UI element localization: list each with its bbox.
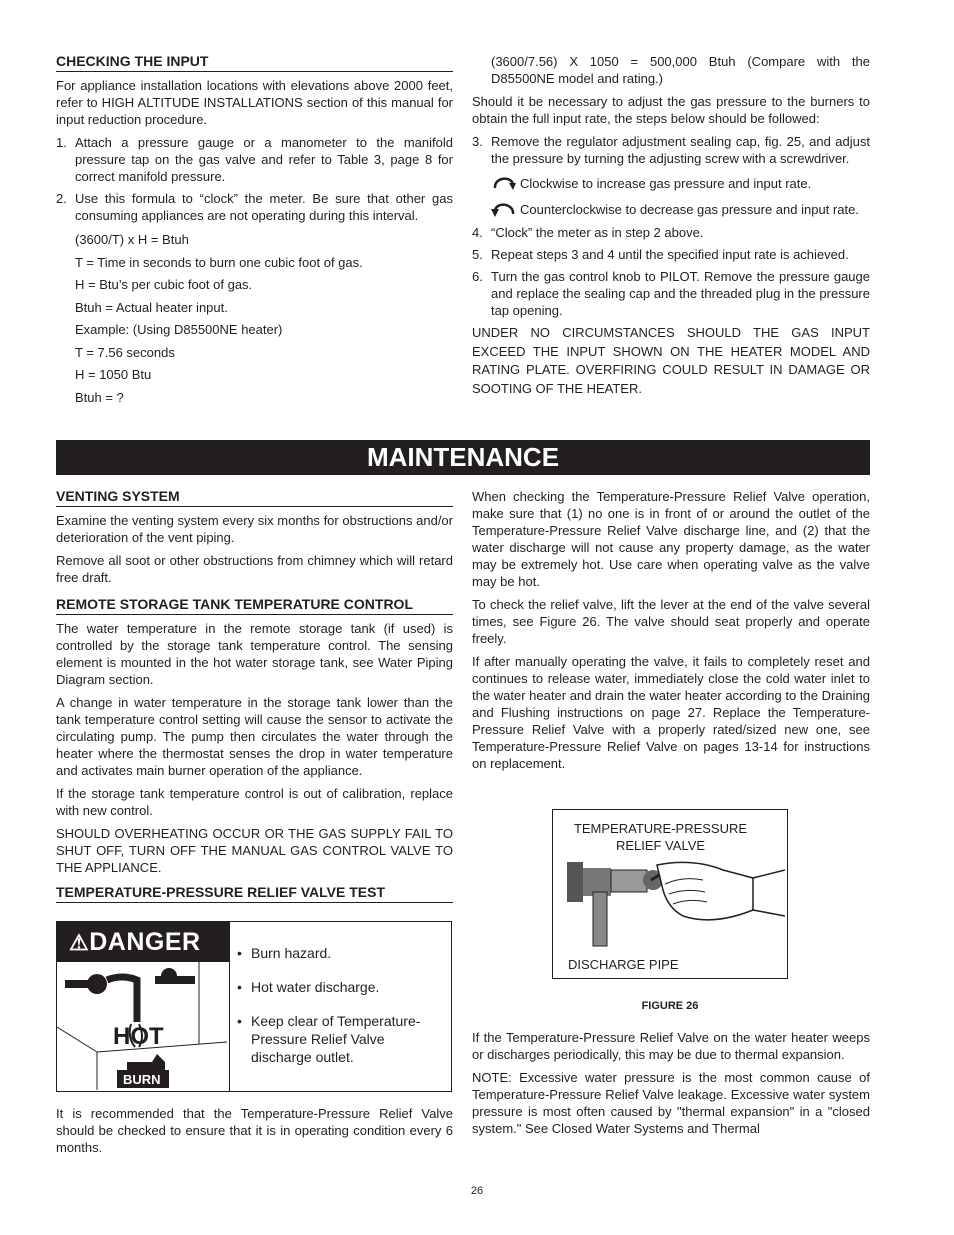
checking-input-intro: For appliance installation locations with elevations above 2000 feet, refer to HIGH ALTITUDE INSTALLATIONS section of this manual for input reduction procedure. <box>56 78 453 127</box>
checking-input-right <box>472 53 870 404</box>
checking-input-title: CHECKING THE INPUT <box>56 53 453 72</box>
danger-header: ⚠DANGER <box>57 922 229 962</box>
remote-title: REMOTE STORAGE TANK TEMPERATURE CONTROL <box>56 596 453 615</box>
figure-label-valve: TEMPERATURE-PRESSURE RELIEF VALVE <box>573 821 748 853</box>
remote-p1: The water temperature in the remote storage tank (if used) is controlled by the storage tank temperature control. The sensing element is mounted in the hot water storage tank, see Water Piping Diagram section. <box>56 621 453 687</box>
maintenance-banner: MAINTENANCE <box>56 440 870 475</box>
clockwise-arrow-icon <box>490 172 518 194</box>
burn-text: BURN <box>123 1072 161 1087</box>
example-label: Example: (Using D85500NE heater) <box>75 322 283 337</box>
step-6: 6. Turn the gas control knob to PILOT. Remove the pressure gauge and replace the sealing cap and the threaded plug in the pressure tap opening. <box>472 269 870 318</box>
right-p5: NOTE: Excessive water pressure is the most common cause of Temperature-Pressure Relief Valve leakage. Excessive water system pressure is most often caused by "thermal expansion" in a "closed system." See Closed Water Systems and Thermal <box>472 1070 870 1136</box>
adjust-intro: Should it be necessary to adjust the gas pressure to the burners to obtain the full input rate, the steps below should be followed: <box>472 94 870 126</box>
right-p1: When checking the Temperature-Pressure Relief Valve operation, make sure that (1) no one is in front of or around the outlet of the Temperature-Pressure Relief Valve discharge line, and (2) that the water discharge will not cause any property damage, as the water may be extremely hot. Use care when operating valve as the valve may be hot. <box>472 489 870 589</box>
relief-valve-illustration <box>553 840 785 960</box>
step-1: 1. Attach a pressure gauge or a manometer to the manifold pressure tap on the gas valve and refer to Table 3, page 8 for correct manifold pressure. <box>56 135 453 184</box>
h-definition: H = Btu’s per cubic foot of gas. <box>75 277 253 292</box>
step-5: 5. Repeat steps 3 and 4 until the specified input rate is achieved. <box>472 247 849 262</box>
maintenance-right <box>472 488 870 778</box>
clockwise-row: Clockwise to increase gas pressure and input rate. <box>490 172 870 194</box>
figure-26 <box>552 809 788 979</box>
danger-bullet-2: • Hot water discharge. <box>237 978 441 996</box>
tp-test-after: It is recommended that the Temperature-Pressure Relief Valve should be checked to ensure that it is in operating condition every 6 months. <box>56 1106 453 1155</box>
right-p2: To check the relief valve, lift the lever at the end of the valve several times, see Figure 26. The valve should seat properly and operate freely. <box>472 597 870 646</box>
checking-input-left <box>56 53 453 409</box>
t-definition: T = Time in seconds to burn one cubic foot of gas. <box>75 254 363 270</box>
formula: (3600/T) x H = Btuh <box>75 232 189 247</box>
hot-text: HOT <box>113 1023 164 1050</box>
page-number: 26 <box>470 1185 484 1197</box>
remote-p3: If the storage tank temperature control is out of calibration, replace with new control. <box>56 786 453 818</box>
tp-test-title: TEMPERATURE-PRESSURE RELIEF VALVE TEST <box>56 884 453 903</box>
step-2: 2. Use this formula to “clock” the meter. Be sure that other gas consuming appliances are not operating during this interval. <box>56 191 453 223</box>
remote-p2: A change in water temperature in the storage tank lower than the tank temperature control setting will cause the sensor to activate the circulating pump. The pump then circulates the water through the heater where the thermostat senses the drop in water temperature and activates main burner operation of the appliance. <box>56 695 453 778</box>
warning-triangle-icon: ⚠ <box>69 930 90 955</box>
hot-water-burn-icon <box>57 962 227 1090</box>
danger-bullet-3: • Keep clear of Temperature-Pressure Relief Valve discharge outlet. <box>237 1012 441 1066</box>
maintenance-right-lower <box>472 1029 870 1143</box>
overfiring-warning: UNDER NO CIRCUMSTANCES SHOULD THE GAS INPUT EXCEED THE INPUT SHOWN ON THE HEATER MODEL AND RATING PLATE. OVERFIRING COULD RESULT IN DAMAGE OR SOOTING OF THE HEATER. <box>472 325 870 396</box>
venting-title: VENTING SYSTEM <box>56 488 453 507</box>
danger-bullet-1: • Burn hazard. <box>237 944 441 962</box>
danger-list <box>237 944 441 1082</box>
counterclockwise-arrow-icon <box>490 198 518 220</box>
counterclockwise-row: Counterclockwise to decrease gas pressure and input rate. <box>490 198 870 220</box>
t-value: T = 7.56 seconds <box>75 344 175 360</box>
danger-pictogram <box>57 922 230 1091</box>
right-p3: If after manually operating the valve, it fails to completely reset and continues to release water, immediately close the cold water inlet to the water heater and drain the water heater according to the Draining and Flushing instructions on page 27. Replace the Temperature-Pressure Relief Valve with a properly rated/sized new one, see Temperature-Pressure Relief Valve on pages 13-14 for instructions on replacement. <box>472 654 870 771</box>
venting-p1: Examine the venting system every six months for obstructions and/or deterioration of the vent piping. <box>56 513 453 545</box>
h-value: H = 1050 Btu <box>75 367 152 382</box>
danger-warning-box <box>56 921 452 1092</box>
right-p4: If the Temperature-Pressure Relief Valve on the water heater weeps or discharges periodically, this may be due to thermal expansion. <box>472 1030 870 1062</box>
remote-p4: SHOULD OVERHEATING OCCUR OR THE GAS SUPPLY FAIL TO SHUT OFF, TURN OFF THE MANUAL GAS CONTROL VALVE TO THE APPLIANCE. <box>56 826 453 875</box>
step-3: 3. Remove the regulator adjustment sealing cap, fig. 25, and adjust the pressure by turning the adjusting screw with a screwdriver. <box>472 134 870 166</box>
btuh-value: Btuh = ? <box>75 389 124 405</box>
maintenance-left <box>56 488 453 908</box>
calculation-result: (3600/7.56) X 1050 = 500,000 Btuh (Compare with the D85500NE model and rating.) <box>491 54 870 86</box>
btuh-definition: Btuh = Actual heater input. <box>75 299 228 315</box>
figure-26-caption: FIGURE 26 <box>641 1000 699 1012</box>
step-4: 4. “Clock” the meter as in step 2 above. <box>472 225 704 240</box>
figure-label-pipe: DISCHARGE PIPE <box>568 957 679 972</box>
venting-p2: Remove all soot or other obstructions from chimney which will retard free draft. <box>56 553 453 585</box>
